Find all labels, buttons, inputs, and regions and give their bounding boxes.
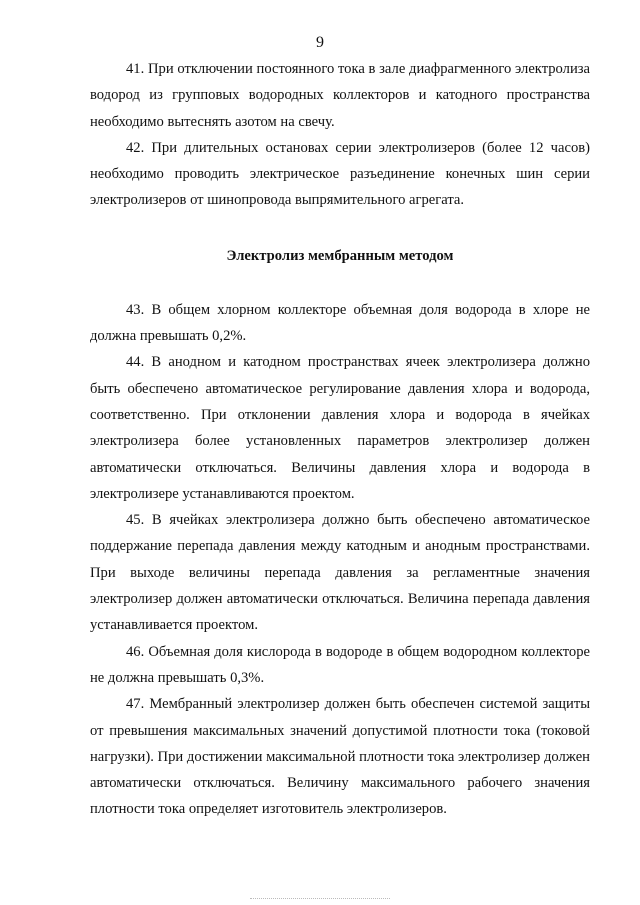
paragraph-47: 47. Мембранный электролизер должен быть обеспечен системой защиты от превышения максимальных значений допустимой плотности тока (токовой нагрузки). При достижении максимальной плотности тока электролизер должен автоматически отключаться. Величину максимального рабочего значения плотности тока определяет изготовитель электролизеров. bbox=[90, 696, 590, 818]
page-number: 9 bbox=[316, 34, 324, 51]
section-heading: Электролиз мембранным методом bbox=[226, 247, 454, 264]
paragraph-46: 46. Объемная доля кислорода в водороде в общем водородном коллекторе не должна превышать 0,3%. bbox=[90, 643, 590, 686]
paragraph-41: 41. При отключении постоянного тока в зале диафрагменного электролиза водород из групповых водородных коллекторов и катодного пространства необходимо вытеснять азотом на свечу. bbox=[90, 61, 590, 130]
paragraph-43: 43. В общем хлорном коллекторе объемная доля водорода в хлоре не должна превышать 0,2%. bbox=[90, 301, 590, 345]
scan-artifact-line bbox=[250, 898, 390, 900]
paragraph-42: 42. При длительных остановах серии электролизеров (более 12 часов) необходимо проводить электрическое разъединение конечных шин серии электролизеров от шинопровода выпрямительного агрегата. bbox=[90, 139, 590, 209]
paragraph-44: 44. В анодном и катодном пространствах ячеек электролизера должно быть обеспечено автоматическое регулирование давления хлора и водорода, соответственно. При отклонении давления хлора и водорода в ячейках электролизера более установленных параметров электролизер должен автоматически отключаться. Величины давления хлора и водорода в электролизере устанавливаются проектом. bbox=[90, 354, 590, 502]
paragraph-45: 45. В ячейках электролизера должно быть обеспечено автоматическое поддержание перепада давления между катодным и анодным пространствами. При выходе величины перепада давления за регламентные значения электролизер должен автоматически отключаться. Величина перепада давления устанавливается проектом. bbox=[90, 512, 590, 634]
document-body bbox=[90, 56, 590, 823]
